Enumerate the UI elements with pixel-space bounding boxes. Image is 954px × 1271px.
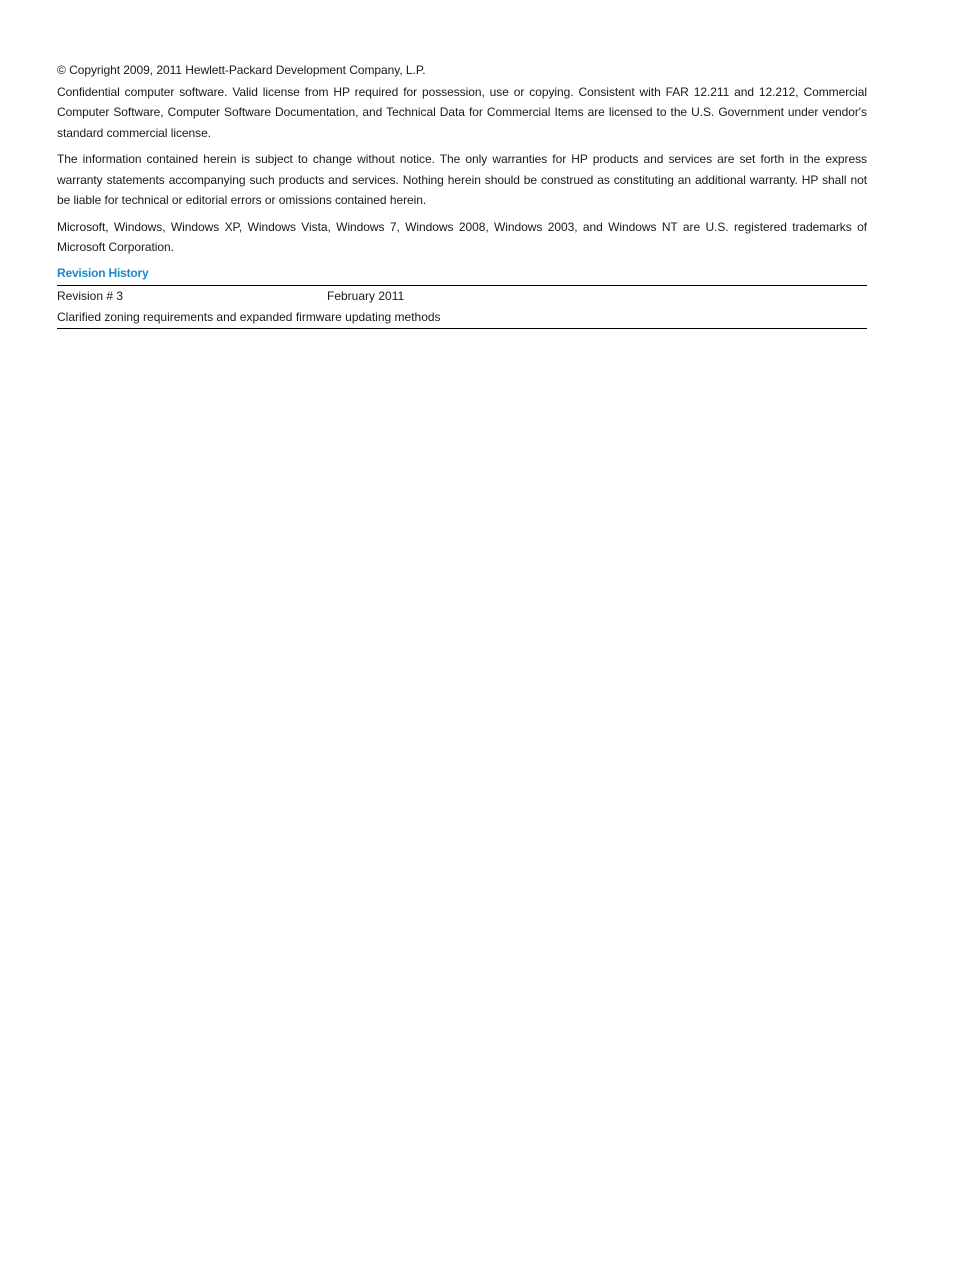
- revision-row: [57, 286, 867, 307]
- warranty-notice: The information contained herein is subject to change without notice. The only warranties for HP products and services are set forth in the express warranty statements accompanying such products and services. Nothing herein should be construed as constituting an additional warranty. HP shall not be liable for technical or editorial errors or omissions contained herein.: [57, 152, 867, 207]
- copyright-notice: © Copyright 2009, 2011 Hewlett-Packard Development Company, L.P.: [57, 63, 426, 77]
- legal-notice-page: [57, 60, 867, 329]
- revision-description: Clarified zoning requirements and expanded firmware updating methods: [57, 309, 441, 324]
- revision-history-title: Revision History: [57, 265, 149, 280]
- revision-date: February 2011: [327, 288, 405, 303]
- confidential-notice: Confidential computer software. Valid license from HP required for possession, use or copying. Consistent with FAR 12.211 and 12.212, Commercial Computer Software, Computer Software Documentation, and Technical Data for Commercial Items are licensed to the U.S. Government under vendor's standard commercial license.: [57, 84, 867, 140]
- revision-number: Revision # 3: [57, 288, 124, 303]
- trademark-notice: Microsoft, Windows, Windows XP, Windows Vista, Windows 7, Windows 2008, Windows 2003, and Windows NT are U.S. registered trademarks of Microsoft Corporation.: [57, 219, 867, 254]
- revision-history-table: [57, 285, 867, 329]
